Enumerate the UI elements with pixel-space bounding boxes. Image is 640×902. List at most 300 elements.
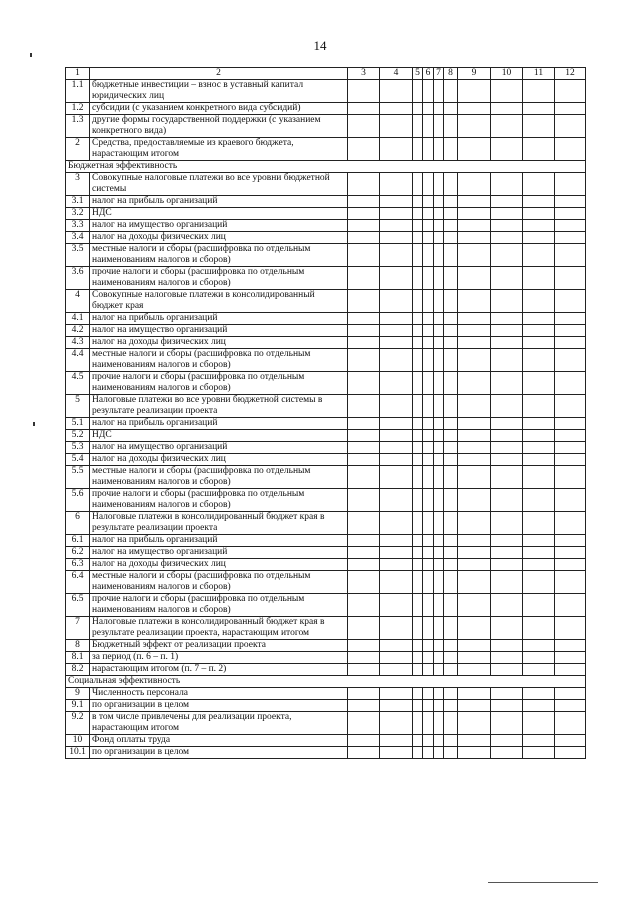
value-cell — [380, 80, 413, 103]
row-number: 5 — [66, 395, 90, 418]
value-cell — [348, 372, 380, 395]
value-cell — [434, 337, 444, 349]
value-cell — [348, 395, 380, 418]
value-cell — [444, 173, 458, 196]
row-label: налог на доходы физических лиц — [90, 337, 348, 349]
header-row — [66, 68, 586, 80]
value-cell — [423, 747, 434, 759]
value-cell — [491, 547, 523, 559]
table-row — [66, 115, 586, 138]
value-cell — [348, 220, 380, 232]
value-cell — [413, 430, 423, 442]
value-cell — [348, 664, 380, 676]
value-cell — [444, 489, 458, 512]
table-row — [66, 349, 586, 372]
value-cell — [523, 138, 555, 161]
value-cell — [348, 535, 380, 547]
value-cell — [434, 80, 444, 103]
table-row — [66, 103, 586, 115]
table-row — [66, 735, 586, 747]
value-cell — [555, 337, 586, 349]
value-cell — [380, 617, 413, 640]
value-cell — [413, 138, 423, 161]
value-cell — [348, 594, 380, 617]
value-cell — [444, 688, 458, 700]
row-number: 1.2 — [66, 103, 90, 115]
value-cell — [413, 220, 423, 232]
value-cell — [444, 442, 458, 454]
value-cell — [491, 454, 523, 466]
value-cell — [423, 640, 434, 652]
value-cell — [458, 442, 491, 454]
row-number: 5.6 — [66, 489, 90, 512]
value-cell — [444, 220, 458, 232]
value-cell — [458, 208, 491, 220]
value-cell — [444, 418, 458, 430]
value-cell — [348, 430, 380, 442]
value-cell — [458, 652, 491, 664]
value-cell — [348, 652, 380, 664]
row-number: 6.1 — [66, 535, 90, 547]
table-row — [66, 454, 586, 466]
value-cell — [555, 196, 586, 208]
value-cell — [523, 571, 555, 594]
value-cell — [444, 80, 458, 103]
value-cell — [423, 712, 434, 735]
value-cell — [491, 313, 523, 325]
row-label: Совокупные налоговые платежи во все уровни бюджетной системы — [90, 173, 348, 196]
header-cell: 7 — [434, 68, 444, 80]
value-cell — [491, 617, 523, 640]
value-cell — [434, 664, 444, 676]
value-cell — [555, 80, 586, 103]
row-label: НДС — [90, 208, 348, 220]
value-cell — [413, 80, 423, 103]
table-row — [66, 173, 586, 196]
value-cell — [423, 547, 434, 559]
value-cell — [434, 208, 444, 220]
value-cell — [423, 138, 434, 161]
value-cell — [458, 454, 491, 466]
value-cell — [555, 747, 586, 759]
value-cell — [413, 103, 423, 115]
value-cell — [423, 395, 434, 418]
value-cell — [434, 103, 444, 115]
value-cell — [348, 617, 380, 640]
value-cell — [434, 115, 444, 138]
value-cell — [348, 349, 380, 372]
value-cell — [423, 466, 434, 489]
value-cell — [523, 325, 555, 337]
value-cell — [555, 372, 586, 395]
table-row — [66, 535, 586, 547]
value-cell — [523, 115, 555, 138]
value-cell — [380, 349, 413, 372]
header-cell: 4 — [380, 68, 413, 80]
value-cell — [348, 80, 380, 103]
value-cell — [491, 173, 523, 196]
value-cell — [413, 290, 423, 313]
value-cell — [423, 244, 434, 267]
table-row — [66, 617, 586, 640]
row-number: 4.4 — [66, 349, 90, 372]
value-cell — [555, 700, 586, 712]
value-cell — [555, 395, 586, 418]
value-cell — [434, 220, 444, 232]
value-cell — [523, 418, 555, 430]
value-cell — [555, 349, 586, 372]
value-cell — [458, 640, 491, 652]
value-cell — [523, 700, 555, 712]
value-cell — [523, 290, 555, 313]
value-cell — [348, 290, 380, 313]
value-cell — [380, 290, 413, 313]
value-cell — [434, 138, 444, 161]
value-cell — [413, 571, 423, 594]
value-cell — [555, 442, 586, 454]
value-cell — [523, 640, 555, 652]
value-cell — [380, 442, 413, 454]
value-cell — [491, 712, 523, 735]
value-cell — [348, 208, 380, 220]
value-cell — [491, 115, 523, 138]
efficiency-table — [65, 67, 586, 759]
value-cell — [434, 173, 444, 196]
value-cell — [423, 80, 434, 103]
value-cell — [434, 418, 444, 430]
value-cell — [380, 395, 413, 418]
row-label: налог на доходы физических лиц — [90, 232, 348, 244]
value-cell — [523, 173, 555, 196]
value-cell — [434, 559, 444, 571]
value-cell — [434, 244, 444, 267]
table-row — [66, 512, 586, 535]
row-number: 6.4 — [66, 571, 90, 594]
value-cell — [491, 267, 523, 290]
value-cell — [444, 700, 458, 712]
value-cell — [348, 512, 380, 535]
value-cell — [555, 220, 586, 232]
value-cell — [423, 688, 434, 700]
row-number: 10 — [66, 735, 90, 747]
value-cell — [523, 747, 555, 759]
value-cell — [491, 652, 523, 664]
value-cell — [458, 688, 491, 700]
value-cell — [348, 442, 380, 454]
value-cell — [380, 559, 413, 571]
value-cell — [444, 313, 458, 325]
row-number: 10.1 — [66, 747, 90, 759]
value-cell — [423, 349, 434, 372]
value-cell — [423, 512, 434, 535]
value-cell — [444, 512, 458, 535]
table-row — [66, 395, 586, 418]
value-cell — [348, 688, 380, 700]
value-cell — [491, 138, 523, 161]
value-cell — [380, 454, 413, 466]
value-cell — [458, 196, 491, 208]
value-cell — [491, 640, 523, 652]
row-number: 4.5 — [66, 372, 90, 395]
row-label: по организации в целом — [90, 747, 348, 759]
row-number: 6.3 — [66, 559, 90, 571]
value-cell — [434, 489, 444, 512]
value-cell — [413, 489, 423, 512]
header-cell: 2 — [90, 68, 348, 80]
value-cell — [380, 535, 413, 547]
value-cell — [413, 466, 423, 489]
value-cell — [458, 747, 491, 759]
value-cell — [458, 232, 491, 244]
row-number: 4.3 — [66, 337, 90, 349]
row-label: нарастающим итогом (п. 7 – п. 2) — [90, 664, 348, 676]
value-cell — [423, 735, 434, 747]
row-number: 6.5 — [66, 594, 90, 617]
row-label: другие формы государственной поддержки (с указанием конкретного вида) — [90, 115, 348, 138]
value-cell — [555, 115, 586, 138]
value-cell — [380, 664, 413, 676]
value-cell — [434, 700, 444, 712]
value-cell — [413, 372, 423, 395]
value-cell — [423, 430, 434, 442]
value-cell — [555, 535, 586, 547]
header-cell: 11 — [523, 68, 555, 80]
value-cell — [413, 267, 423, 290]
value-cell — [458, 664, 491, 676]
value-cell — [380, 208, 413, 220]
value-cell — [523, 617, 555, 640]
value-cell — [413, 747, 423, 759]
value-cell — [413, 208, 423, 220]
value-cell — [348, 138, 380, 161]
table-row — [66, 418, 586, 430]
value-cell — [458, 80, 491, 103]
value-cell — [413, 325, 423, 337]
value-cell — [413, 512, 423, 535]
row-label: прочие налоги и сборы (расшифровка по отдельным наименованиям налогов и сборов) — [90, 267, 348, 290]
value-cell — [444, 640, 458, 652]
value-cell — [434, 571, 444, 594]
value-cell — [555, 313, 586, 325]
value-cell — [348, 559, 380, 571]
row-number: 5.2 — [66, 430, 90, 442]
value-cell — [444, 735, 458, 747]
row-number: 1.3 — [66, 115, 90, 138]
row-label: Налоговые платежи в консолидированный бюджет края в результате реализации проекта, нарастающим итогом — [90, 617, 348, 640]
value-cell — [555, 466, 586, 489]
table-row — [66, 652, 586, 664]
value-cell — [380, 652, 413, 664]
row-label: Средства, предоставляемые из краевого бюджета, нарастающим итогом — [90, 138, 348, 161]
value-cell — [491, 430, 523, 442]
value-cell — [555, 559, 586, 571]
value-cell — [423, 208, 434, 220]
value-cell — [434, 290, 444, 313]
value-cell — [380, 489, 413, 512]
table-row — [66, 700, 586, 712]
value-cell — [434, 735, 444, 747]
value-cell — [458, 173, 491, 196]
value-cell — [444, 325, 458, 337]
value-cell — [555, 489, 586, 512]
value-cell — [423, 489, 434, 512]
value-cell — [555, 512, 586, 535]
value-cell — [444, 290, 458, 313]
row-label: Фонд оплаты труда — [90, 735, 348, 747]
value-cell — [491, 208, 523, 220]
value-cell — [423, 454, 434, 466]
value-cell — [434, 594, 444, 617]
value-cell — [555, 454, 586, 466]
bottom-rule — [488, 882, 598, 883]
row-label: Совокупные налоговые платежи в консолидированный бюджет края — [90, 290, 348, 313]
value-cell — [491, 489, 523, 512]
section-title: Бюджетная эффективность — [66, 161, 586, 173]
value-cell — [555, 688, 586, 700]
value-cell — [413, 617, 423, 640]
table-row — [66, 559, 586, 571]
value-cell — [491, 290, 523, 313]
row-number: 3.5 — [66, 244, 90, 267]
table-row — [66, 640, 586, 652]
value-cell — [434, 454, 444, 466]
value-cell — [458, 559, 491, 571]
table-row — [66, 337, 586, 349]
value-cell — [555, 138, 586, 161]
value-cell — [491, 535, 523, 547]
value-cell — [458, 372, 491, 395]
value-cell — [444, 664, 458, 676]
value-cell — [458, 267, 491, 290]
value-cell — [491, 700, 523, 712]
value-cell — [348, 700, 380, 712]
row-label: налог на имущество организаций — [90, 547, 348, 559]
value-cell — [491, 418, 523, 430]
value-cell — [458, 430, 491, 442]
value-cell — [458, 313, 491, 325]
value-cell — [523, 535, 555, 547]
value-cell — [458, 349, 491, 372]
row-number: 6 — [66, 512, 90, 535]
table-row — [66, 747, 586, 759]
row-label: налог на прибыль организаций — [90, 418, 348, 430]
header-cell: 10 — [491, 68, 523, 80]
value-cell — [434, 313, 444, 325]
value-cell — [458, 466, 491, 489]
value-cell — [380, 418, 413, 430]
row-label: местные налоги и сборы (расшифровка по отдельным наименованиям налогов и сборов) — [90, 571, 348, 594]
value-cell — [434, 512, 444, 535]
row-number: 8 — [66, 640, 90, 652]
value-cell — [348, 489, 380, 512]
table-row — [66, 430, 586, 442]
value-cell — [380, 313, 413, 325]
value-cell — [555, 290, 586, 313]
row-label: Бюджетный эффект от реализации проекта — [90, 640, 348, 652]
value-cell — [444, 466, 458, 489]
value-cell — [491, 337, 523, 349]
value-cell — [444, 115, 458, 138]
value-cell — [348, 313, 380, 325]
value-cell — [413, 735, 423, 747]
value-cell — [423, 372, 434, 395]
value-cell — [380, 640, 413, 652]
table-row — [66, 267, 586, 290]
value-cell — [348, 196, 380, 208]
value-cell — [491, 735, 523, 747]
value-cell — [523, 267, 555, 290]
table-row — [66, 688, 586, 700]
value-cell — [491, 559, 523, 571]
value-cell — [523, 80, 555, 103]
value-cell — [555, 594, 586, 617]
value-cell — [413, 173, 423, 196]
value-cell — [491, 232, 523, 244]
row-label: прочие налоги и сборы (расшифровка по отдельным наименованиям налогов и сборов) — [90, 594, 348, 617]
value-cell — [380, 267, 413, 290]
value-cell — [380, 372, 413, 395]
value-cell — [380, 430, 413, 442]
table-row — [66, 244, 586, 267]
value-cell — [434, 466, 444, 489]
value-cell — [523, 712, 555, 735]
value-cell — [491, 512, 523, 535]
value-cell — [380, 688, 413, 700]
value-cell — [491, 594, 523, 617]
value-cell — [380, 712, 413, 735]
header-cell: 3 — [348, 68, 380, 80]
row-label: налог на имущество организаций — [90, 220, 348, 232]
value-cell — [523, 652, 555, 664]
row-number: 9.2 — [66, 712, 90, 735]
row-number: 4 — [66, 290, 90, 313]
value-cell — [458, 571, 491, 594]
row-number: 9 — [66, 688, 90, 700]
value-cell — [434, 267, 444, 290]
table-row — [66, 220, 586, 232]
value-cell — [458, 535, 491, 547]
value-cell — [444, 372, 458, 395]
value-cell — [491, 395, 523, 418]
value-cell — [523, 208, 555, 220]
value-cell — [348, 747, 380, 759]
value-cell — [380, 571, 413, 594]
value-cell — [423, 232, 434, 244]
value-cell — [444, 652, 458, 664]
value-cell — [348, 337, 380, 349]
value-cell — [380, 220, 413, 232]
value-cell — [413, 115, 423, 138]
value-cell — [555, 712, 586, 735]
value-cell — [413, 640, 423, 652]
value-cell — [423, 290, 434, 313]
value-cell — [458, 115, 491, 138]
value-cell — [555, 735, 586, 747]
header-cell: 1 — [66, 68, 90, 80]
value-cell — [444, 559, 458, 571]
table-row — [66, 489, 586, 512]
value-cell — [444, 349, 458, 372]
value-cell — [348, 325, 380, 337]
value-cell — [423, 652, 434, 664]
value-cell — [491, 442, 523, 454]
row-label: налог на прибыль организаций — [90, 196, 348, 208]
value-cell — [434, 325, 444, 337]
header-cell: 5 — [413, 68, 423, 80]
value-cell — [523, 232, 555, 244]
value-cell — [523, 395, 555, 418]
value-cell — [555, 664, 586, 676]
